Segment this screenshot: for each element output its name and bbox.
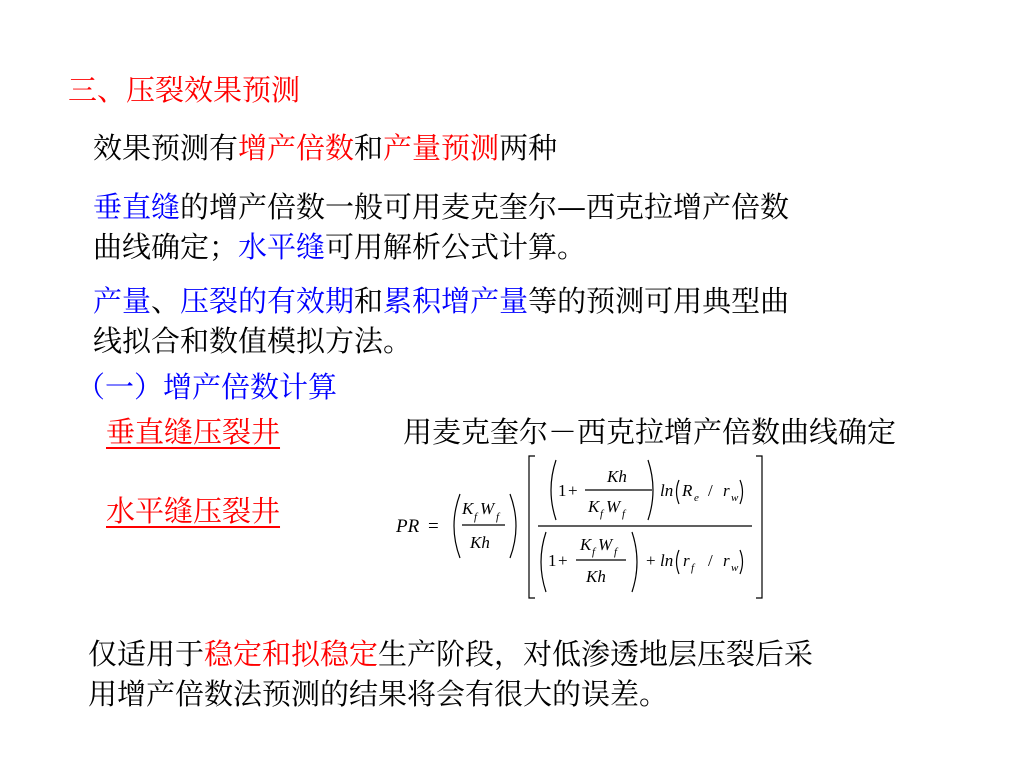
formula-up-one: 1 [558, 481, 567, 500]
formula-paren-ln-low-close [740, 550, 743, 574]
intro-keyword-production: 产量预测 [383, 131, 500, 165]
formula-up-den-W: W [606, 497, 621, 516]
keyword-effective-period: 压裂的有效期 [180, 284, 355, 318]
formula-den-Kh: Kh [470, 533, 490, 552]
formula-low-ln: ln [660, 551, 674, 570]
formula-low-plus: + [558, 551, 568, 570]
footer-text-1: 仅适用于 [88, 637, 205, 671]
formula-low-num-K: K [580, 535, 592, 554]
formula-low-w: w [731, 562, 739, 574]
formula-up-num-Kh: Kh [607, 467, 627, 486]
footer-text-2: 生产阶段，对低渗透地层压裂后采 [378, 637, 814, 671]
para2-text-2: 线拟合和数值模拟方法。 [93, 324, 413, 358]
formula-low-r1: r [683, 551, 690, 570]
formula-lhs: PR [396, 516, 420, 537]
formula-bracket-close [756, 456, 762, 598]
intro-line [93, 128, 557, 168]
formula-low-plus-2: + [646, 551, 656, 570]
formula-equals: = [428, 516, 439, 537]
formula-paren-low-close [632, 532, 637, 592]
formula-up-w: w [731, 492, 739, 504]
formula-low-slash: / [708, 551, 713, 570]
para1-text-1: 的增产倍数一般可用麦克奎尔—西克拉增产倍数 [180, 190, 790, 224]
intro-text-1: 效果预测有 [93, 131, 239, 165]
formula-low-num-f2: f [614, 546, 618, 558]
formula-low-one: 1 [548, 551, 557, 570]
formula-paren-up-open [551, 460, 556, 520]
formula-num-f1: f [474, 511, 478, 523]
footer-keyword-stable: 稳定和拟稳定 [204, 637, 379, 671]
paragraph-fracture-methods [93, 187, 789, 267]
formula-up-den-f2: f [622, 508, 626, 520]
footer-note [88, 634, 813, 714]
formula-up-ln: ln [660, 481, 674, 500]
intro-text-2: 和 [354, 131, 384, 165]
keyword-horizontal-fracture: 水平缝 [238, 230, 326, 264]
paragraph-production-prediction [93, 281, 789, 361]
footer-text-3: 用增产倍数法预测的结果将会有很大的误差。 [88, 677, 669, 711]
formula-paren-ln-up-open [677, 480, 680, 504]
pr-formula [390, 452, 776, 604]
formula-low-den-Kh: Kh [586, 567, 606, 586]
formula-bracket-open [529, 456, 535, 598]
formula-low-num-W: W [598, 535, 613, 554]
horizontal-well-link[interactable]: 水平缝压裂井 [106, 494, 281, 528]
formula-up-r: r [723, 481, 730, 500]
vertical-well-link[interactable]: 垂直缝压裂井 [106, 415, 281, 449]
para1-text-2: 曲线确定； [93, 230, 239, 264]
formula-up-e: e [694, 492, 699, 504]
intro-text-3: 两种 [499, 131, 558, 165]
formula-paren-ln-low-open [677, 550, 680, 574]
keyword-vertical-fracture: 垂直缝 [93, 190, 181, 224]
formula-low-f: f [691, 562, 695, 574]
formula-num-K: K [462, 499, 474, 518]
vertical-well-description: 用麦克奎尔－西克拉增产倍数曲线确定 [403, 415, 897, 449]
keyword-production: 产量 [93, 284, 152, 318]
keyword-cumulative-increase: 累积增产量 [383, 284, 529, 318]
formula-up-den-f1: f [600, 508, 604, 520]
formula-paren-left-open [454, 494, 460, 558]
formula-up-R: R [682, 481, 693, 500]
formula-low-num-f1: f [592, 546, 596, 558]
formula-paren-low-open [541, 532, 546, 592]
section-heading: 三、压裂效果预测 [68, 73, 301, 107]
formula-paren-ln-up-close [740, 480, 743, 504]
subheading: （一）增产倍数计算 [76, 370, 338, 404]
para2-and: 和 [354, 284, 384, 318]
para1-text-3: 可用解析公式计算。 [325, 230, 587, 264]
formula-low-r2: r [723, 551, 730, 570]
intro-keyword-multiplier: 增产倍数 [238, 131, 355, 165]
formula-up-plus: + [568, 481, 578, 500]
formula-up-den-K: K [588, 497, 600, 516]
para2-text-1: 等的预测可用典型曲 [528, 284, 790, 318]
formula-paren-left-close [510, 494, 516, 558]
formula-num-W: W [480, 499, 495, 518]
para2-sep: 、 [151, 284, 181, 318]
formula-num-f2: f [496, 511, 500, 523]
formula-up-slash: / [708, 481, 713, 500]
